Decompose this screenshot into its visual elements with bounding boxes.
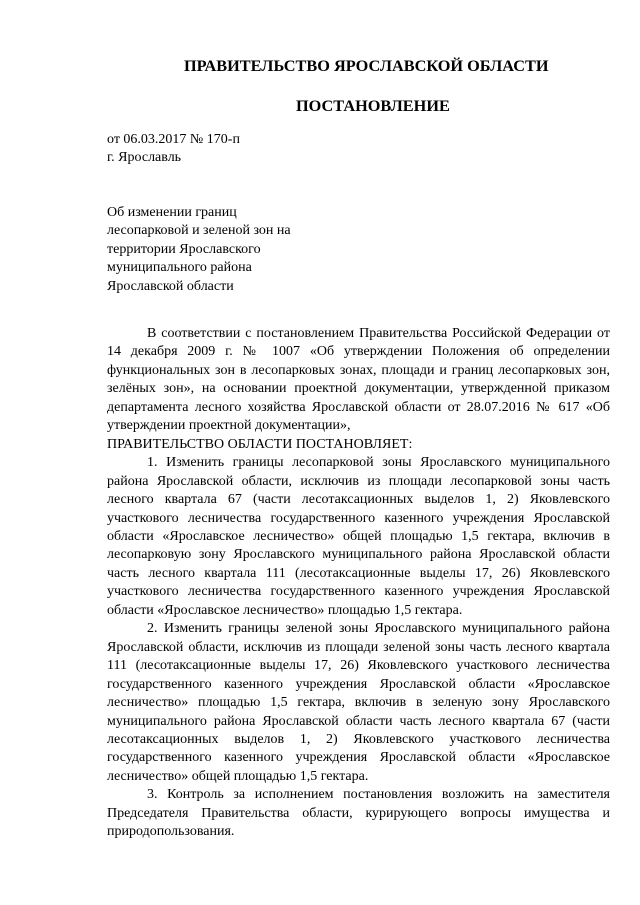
subject-line: лесопарковой и зеленой зон на [107,223,291,239]
subject-line: территории Ярославского [107,241,261,257]
item-paragraph: 3. Контроль за исполнением постановления возложить на заместителя Председателя Правительства области, курирующего вопросы имущества и природопользования. [107,787,610,840]
subject-line: Ярославской области [107,278,234,294]
document-subject [107,204,291,296]
subject-line: муниципального района [107,260,252,276]
item-paragraph: 2. Изменить границы зеленой зоны Ярославского муниципального района Ярославской области, исключив из площади зеленой зоны часть лесного квартала 111 (лесотаксационные выделы 17, 26) Яковлевского участкового лесничества государственного казенного учреждения Ярославской области «Ярославское лесничество» площадью 1,5 гектара, включив в зеленую зону Ярославского муниципального района Ярославской области часть лесного квартала 67 (части лесотаксационных выделов 1, 2) Яковлевского участкового лесничества государственного казенного учреждения Ярославской области «Ярославское лесничество» общей площадью 1,5 гектара. [107,621,610,784]
document-body [107,325,610,842]
date-number: от 06.03.2017 № 170-п [107,132,240,147]
item-paragraph: 1. Изменить границы лесопарковой зоны Ярославского муниципального района Ярославской области, исключив из площади лесопарковой зоны часть лесного квартала 67 (части лесотаксационных выделов 1, 2) Яковлевского участкового лесничества государственного казенного учреждения Ярославской области «Ярославское лесничество» общей площадью 1,5 гектара, включив в лесопарковую зону Ярославского муниципального района Ярославской области часть лесного квартала 111 (лесотаксационные выделы 17, 26) Яковлевского участкового лесничества государственного казенного учреждения Ярославской области «Ярославское лесничество» площадью 1,5 гектара. [107,455,610,618]
preamble-paragraph: В соответствии с постановлением Правительства Российской Федерации от 14 декабря 2009 г. № 1007 «Об утверждении Положения об определении функциональных зон в лесопарковых зонах, площади и границ лесопарковых зон, зелёных зон», на основании проектной документации, утвержденной приказом департамента лесного хозяйства Ярославской области от 28.07.2016 № 617 «Об утверждении проектной документации», [107,326,610,434]
city: г. Ярославль [107,150,182,165]
issuing-authority: ПРАВИТЕЛЬСТВО ЯРОСЛАВСКОЙ ОБЛАСТИ [184,56,549,75]
subject-line: Об изменении границ [107,205,237,220]
resolution-heading: ПРАВИТЕЛЬСТВО ОБЛАСТИ ПОСТАНОВЛЯЕТ: [107,436,413,452]
document-type: ПОСТАНОВЛЕНИЕ [296,96,450,115]
